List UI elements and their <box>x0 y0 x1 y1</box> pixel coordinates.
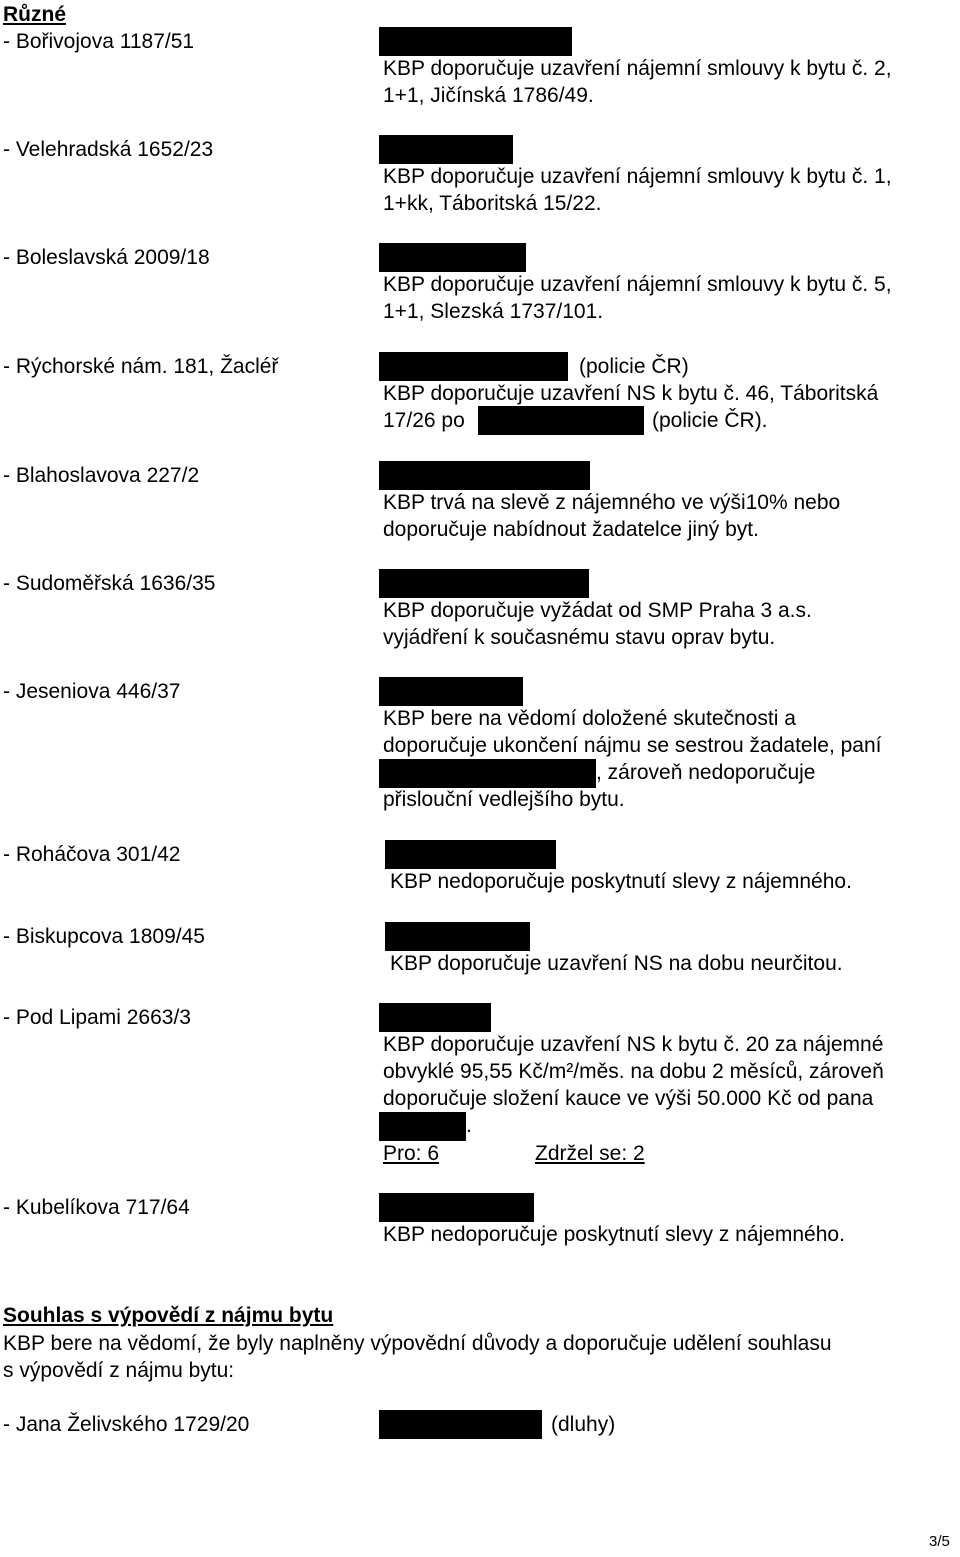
entry-text-line: vyjádření k současnému stavu oprav bytu. <box>383 626 776 649</box>
redacted-name <box>478 406 644 435</box>
entry-address: - Sudoměřská 1636/35 <box>3 572 216 595</box>
entry-address: - Kubelíkova 717/64 <box>3 1196 190 1219</box>
section-intro-line: s výpovědí z nájmu bytu: <box>3 1359 235 1382</box>
entry-address: - Jana Želivského 1729/20 <box>3 1413 250 1436</box>
entry-text-line: 1+kk, Táboritská 15/22. <box>383 192 602 215</box>
entry-text-line: KBP bere na vědomí doložené skutečnosti a <box>383 707 796 730</box>
redacted-name <box>379 1003 491 1032</box>
entry-address: - Rýchorské nám. 181, Žacléř <box>3 355 279 378</box>
section-title-termination: Souhlas s výpovědí z nájmu bytu <box>3 1304 334 1327</box>
entry-address: - Roháčova 301/42 <box>3 843 181 866</box>
entry-text-line: , zároveň nedoporučuje <box>596 761 816 784</box>
section-intro-line: KBP bere na vědomí, že byly naplněny výpovědní důvody a doporučuje udělení souhlasu <box>3 1332 832 1355</box>
entry-address: - Biskupcova 1809/45 <box>3 925 205 948</box>
redacted-name <box>379 1410 542 1439</box>
entry-text-line: 1+1, Jičínská 1786/49. <box>383 84 594 107</box>
redacted-name <box>379 759 596 788</box>
entry-text-line: KBP doporučuje uzavření NS k bytu č. 46, Táboritská <box>383 382 879 405</box>
entry-text-line: KBP nedoporučuje poskytnutí slevy z nájemného. <box>383 1223 845 1246</box>
redacted-name <box>379 1193 534 1222</box>
entry-text-line: KBP doporučuje uzavření nájemní smlouvy k bytu č. 5, <box>383 273 892 296</box>
redacted-name <box>379 352 568 381</box>
entry-text-line: (policie ČR). <box>652 409 768 432</box>
entry-text-line: KBP doporučuje uzavření NS k bytu č. 20 za nájemné <box>383 1033 884 1056</box>
redacted-name <box>379 677 523 706</box>
entry-text-line: doporučuje složení kauce ve výši 50.000 Kč od pana <box>383 1087 874 1110</box>
entry-text-line: obvyklé 95,55 Kč/m²/měs. na dobu 2 měsíců, zároveň <box>383 1060 884 1083</box>
redacted-name <box>379 1112 466 1141</box>
entry-note: (dluhy) <box>551 1413 616 1436</box>
entry-text-line: 1+1, Slezská 1737/101. <box>383 300 604 323</box>
vote-for: Pro: 6 <box>383 1142 440 1165</box>
redacted-name <box>379 27 572 56</box>
entry-address: - Boleslavská 2009/18 <box>3 246 210 269</box>
entry-address: - Pod Lipami 2663/3 <box>3 1006 191 1029</box>
entry-text-line: doporučuje ukončení nájmu se sestrou žadatele, paní <box>383 734 882 757</box>
entry-note: (policie ČR) <box>579 355 689 378</box>
redacted-name <box>385 840 556 869</box>
entry-address: - Blahoslavova 227/2 <box>3 464 200 487</box>
entry-text-line: KBP trvá na slevě z nájemného ve výši10% nebo <box>383 491 841 514</box>
redacted-name <box>385 922 530 951</box>
redacted-name <box>379 569 589 598</box>
vote-abstain: Zdržel se: 2 <box>535 1142 645 1165</box>
redacted-name <box>379 243 526 272</box>
entry-address: - Jeseniova 446/37 <box>3 680 181 703</box>
entry-text-line: přislouční vedlejšího bytu. <box>383 788 625 811</box>
entry-text-line: KBP doporučuje vyžádat od SMP Praha 3 a.s. <box>383 599 812 622</box>
redacted-name <box>379 135 513 164</box>
entry-text-line: KBP doporučuje uzavření nájemní smlouvy k bytu č. 1, <box>383 165 892 188</box>
page-number: 3/5 <box>929 1533 950 1550</box>
section-title-ruzne: Různé <box>3 3 66 26</box>
entry-text-line: 17/26 po <box>383 409 465 432</box>
entry-text-line: doporučuje nabídnout žadatelce jiný byt. <box>383 518 759 541</box>
redacted-name <box>379 461 590 490</box>
entry-text-line: KBP doporučuje uzavření nájemní smlouvy k bytu č. 2, <box>383 57 892 80</box>
entry-text-line: KBP nedoporučuje poskytnutí slevy z nájemného. <box>390 870 852 893</box>
entry-address: - Bořivojova 1187/51 <box>3 30 195 53</box>
entry-text-line: KBP doporučuje uzavření NS na dobu neurčitou. <box>390 952 843 975</box>
entry-address: - Velehradská 1652/23 <box>3 138 214 161</box>
entry-text-line: . <box>466 1114 472 1137</box>
